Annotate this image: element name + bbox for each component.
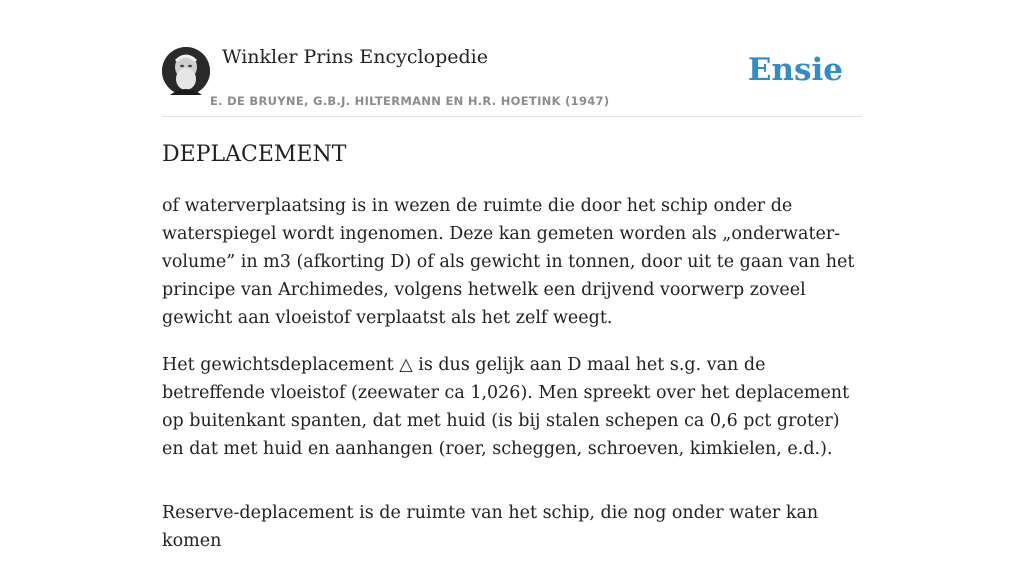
portrait-image: [162, 47, 210, 95]
avatar: [162, 47, 210, 95]
site-title[interactable]: Winkler Prins Encyclopedie: [222, 46, 488, 68]
article: [162, 140, 862, 574]
article-paragraph: of waterverplaatsing is in wezen de ruimte die door het schip onder de waterspiegel wordt ingenomen. Deze kan gemeten worden als „onderwater-volume” in m3 (afkorting D) of als gewicht in tonnen, door uit te gaan van het principe van Archimedes, volgens hetwelk een drijvend voorwerp zoveel gewicht aan vloeistof verplaatst als het zelf weegt.: [162, 196, 855, 328]
ensie-logo-link[interactable]: Ensie: [747, 52, 843, 88]
article-paragraph: Reserve-deplacement is de ruimte van het schip, die nog onder water kan komen: [162, 503, 819, 551]
article-title: DEPLACEMENT: [162, 142, 347, 167]
article-paragraph: Het gewichtsdeplacement △ is dus gelijk aan D maal het s.g. van de betreffende vloeistof (zeewater ca 1,026). Men spreekt over het deplacement op buitenkant spanten, dat met huid (is bij stalen schepen ca 0,6 pct groter) en dat met huid en aanhangen (roer, scheggen, schroeven, kimkielen, e.d.).: [162, 355, 850, 459]
authors-subtitle: E. DE BRUYNE, G.B.J. HILTERMANN EN H.R. HOETINK (1947): [210, 94, 610, 108]
site-header: [162, 0, 862, 117]
